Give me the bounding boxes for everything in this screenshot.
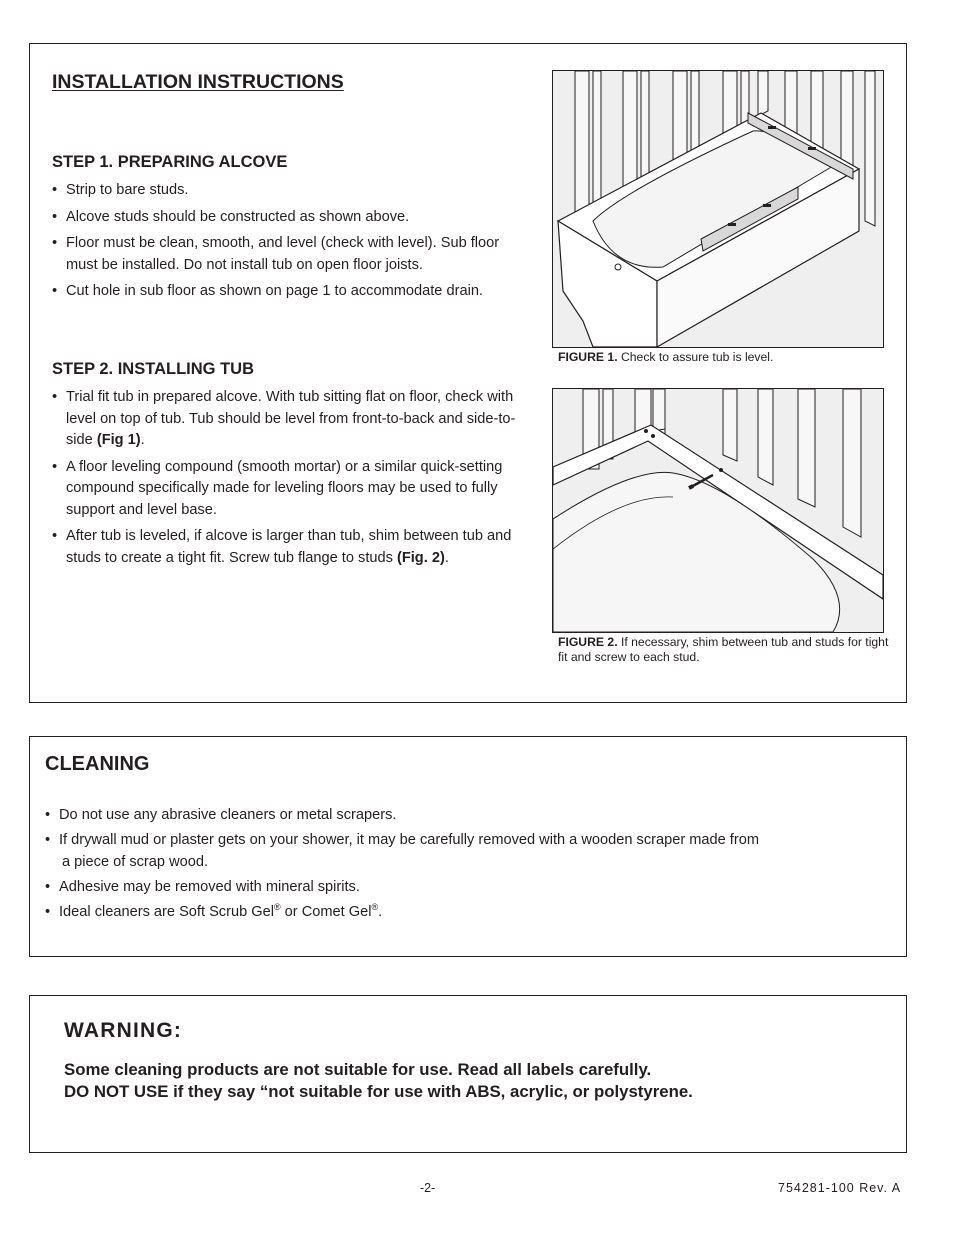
list-item: • Adhesive may be removed with mineral spirits. bbox=[45, 876, 845, 898]
cleaning-list bbox=[45, 804, 845, 926]
figure1-label: FIGURE 1. bbox=[558, 350, 618, 364]
list-item-text: Ideal cleaners are Soft Scrub Gel bbox=[59, 904, 274, 920]
page-number: -2- bbox=[420, 1181, 436, 1195]
list-item-text: or Comet Gel bbox=[280, 904, 372, 920]
step1-list bbox=[52, 180, 522, 308]
list-item: • Floor must be clean, smooth, and level (check with level). Sub floor must be installed. Do not install tub on open floor joists. bbox=[52, 233, 522, 276]
list-item-text: A floor leveling compound (smooth mortar) or a similar quick-setting compound specifically made for leveling floors may be used to fully support and level base. bbox=[66, 458, 503, 518]
figure2-caption bbox=[558, 635, 898, 665]
list-item-tail: . bbox=[444, 549, 449, 566]
step2-list bbox=[52, 387, 522, 574]
list-item: • Strip to bare studs. bbox=[52, 180, 522, 202]
tub-level-illustration bbox=[553, 71, 883, 347]
list-item-text-continued: a piece of scrap wood. bbox=[62, 854, 209, 870]
installation-section bbox=[29, 43, 907, 703]
figure2-illustration bbox=[552, 388, 884, 633]
tub-screw-illustration bbox=[553, 389, 883, 632]
warning-line: DO NOT USE if they say “not suitable for use with ABS, acrylic, or polystyrene. bbox=[64, 1082, 693, 1101]
warning-section bbox=[29, 995, 907, 1153]
list-item-text: Trial fit tub in prepared alcove. With tub sitting flat on floor, check with level on top of tub. Tub should be level from front-to-back and side-to-side bbox=[66, 389, 516, 448]
warning-line: Some cleaning products are not suitable for use. Read all labels carefully. bbox=[64, 1060, 652, 1079]
list-item-text: After tub is leveled, if alcove is larger than tub, shim between tub and studs to create a tight fit. Screw tub flange to studs bbox=[66, 528, 512, 566]
list-item: • Do not use any abrasive cleaners or metal scrapers. bbox=[45, 804, 845, 826]
list-item bbox=[45, 901, 845, 923]
list-item: • Alcove studs should be constructed as shown above. bbox=[52, 207, 522, 229]
list-item-text: . bbox=[378, 904, 383, 920]
step1-title: STEP 1. PREPARING ALCOVE bbox=[52, 153, 288, 171]
registered-mark: ® bbox=[371, 902, 379, 913]
cleaning-section bbox=[29, 736, 907, 957]
figure-reference: (Fig 1) bbox=[96, 432, 141, 448]
step2-title: STEP 2. INSTALLING TUB bbox=[52, 360, 254, 378]
figure1-illustration bbox=[552, 70, 884, 348]
list-item bbox=[52, 526, 522, 569]
document-number: 754281-100 Rev. A bbox=[778, 1181, 902, 1195]
figure1-caption-text: Check to assure tub is level. bbox=[617, 350, 774, 364]
list-item bbox=[52, 457, 522, 522]
list-item bbox=[52, 387, 522, 452]
cleaning-title: CLEANING bbox=[45, 753, 150, 775]
list-item: • Cut hole in sub floor as shown on page 1 to accommodate drain. bbox=[52, 281, 522, 303]
figure-reference: (Fig. 2) bbox=[396, 549, 445, 566]
figure2-label: FIGURE 2. bbox=[558, 635, 618, 649]
figure2-caption-text: If necessary, shim between tub and studs for tight fit and screw to each stud. bbox=[558, 635, 889, 664]
installation-title: INSTALLATION INSTRUCTIONS bbox=[52, 71, 344, 93]
figure1-caption bbox=[558, 350, 898, 365]
registered-mark: ® bbox=[273, 902, 281, 913]
warning-title: WARNING: bbox=[64, 1019, 183, 1042]
list-item-text: If drywall mud or plaster gets on your shower, it may be carefully removed with a wooden scraper made from bbox=[59, 832, 759, 848]
list-item bbox=[45, 829, 845, 873]
list-item-tail: . bbox=[140, 432, 145, 448]
